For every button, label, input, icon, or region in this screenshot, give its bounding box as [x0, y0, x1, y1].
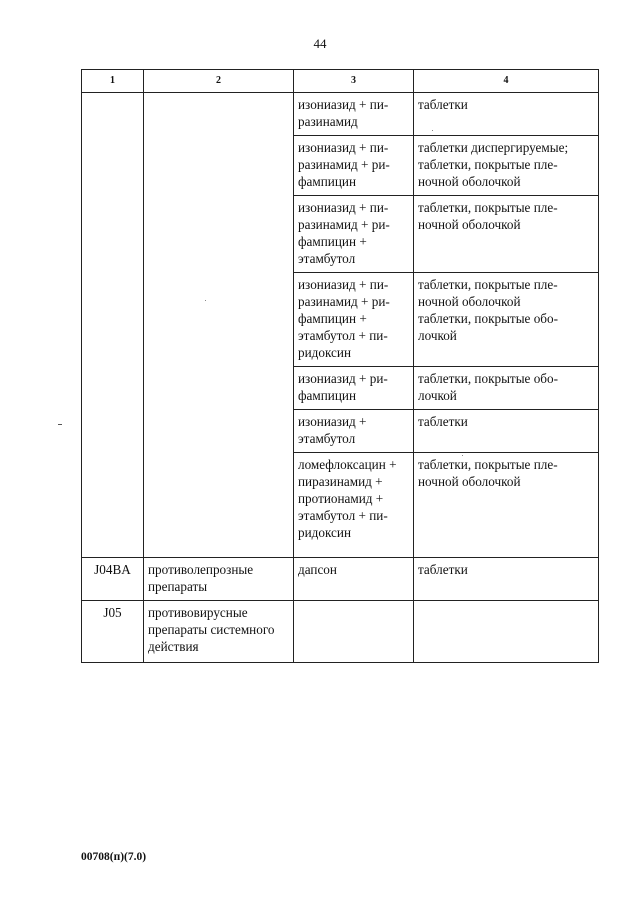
atc-code-cell: J05	[82, 601, 144, 663]
substance-cell	[294, 601, 414, 663]
group-cell-empty	[144, 93, 294, 558]
table-header-row	[82, 70, 599, 93]
dosage-form-cell: таблетки	[414, 93, 599, 136]
page-number: 44	[313, 36, 327, 51]
dosage-form-cell: таблетки, покрытые обо- лочкой	[414, 367, 599, 410]
table-row	[82, 601, 599, 663]
substance-cell: ломефлоксацин + пиразинамид + протионамид + этамбутол + пи- ридоксин	[294, 453, 414, 558]
drug-table	[81, 69, 599, 663]
dosage-form-cell: таблетки диспергируемые; таблетки, покрытые пле- ночной оболочкой	[414, 136, 599, 196]
substance-cell: изониазид + этамбутол	[294, 410, 414, 453]
substance-cell: изониазид + ри- фампицин	[294, 367, 414, 410]
column-header: 2	[144, 70, 294, 93]
scan-speck	[462, 455, 463, 456]
dosage-form-cell: таблетки, покрытые пле- ночной оболочкой	[414, 453, 599, 558]
dosage-form-cell: таблетки, покрытые пле- ночной оболочкой	[414, 196, 599, 273]
scan-speck	[205, 300, 206, 301]
table-row	[82, 93, 599, 136]
group-name-cell: противолепрозные препараты	[144, 558, 294, 601]
dosage-form-cell: таблетки	[414, 558, 599, 601]
scan-margin-mark	[58, 424, 62, 425]
code-cell-empty	[82, 93, 144, 558]
group-name-cell: противовирусные препараты системного действия	[144, 601, 294, 663]
substance-cell: изониазид + пи- разинамид + ри- фампицин + этамбутол	[294, 196, 414, 273]
substance-cell: изониазид + пи- разинамид + ри- фампицин + этамбутол + пи- ридоксин	[294, 273, 414, 367]
dosage-form-cell: таблетки, покрытые пле- ночной оболочкой таблетки, покрытые обо- лочкой	[414, 273, 599, 367]
scan-speck	[432, 130, 433, 131]
dosage-form-cell: таблетки	[414, 410, 599, 453]
atc-code-cell: J04BA	[82, 558, 144, 601]
column-header: 1	[82, 70, 144, 93]
substance-cell: изониазид + пи- разинамид + ри- фампицин	[294, 136, 414, 196]
table-row	[82, 558, 599, 601]
dosage-form-cell	[414, 601, 599, 663]
document-footer-code: 00708(п)(7.0)	[81, 851, 147, 863]
column-header: 4	[414, 70, 599, 93]
column-header: 3	[294, 70, 414, 93]
substance-cell: изониазид + пи- разинамид	[294, 93, 414, 136]
substance-cell: дапсон	[294, 558, 414, 601]
